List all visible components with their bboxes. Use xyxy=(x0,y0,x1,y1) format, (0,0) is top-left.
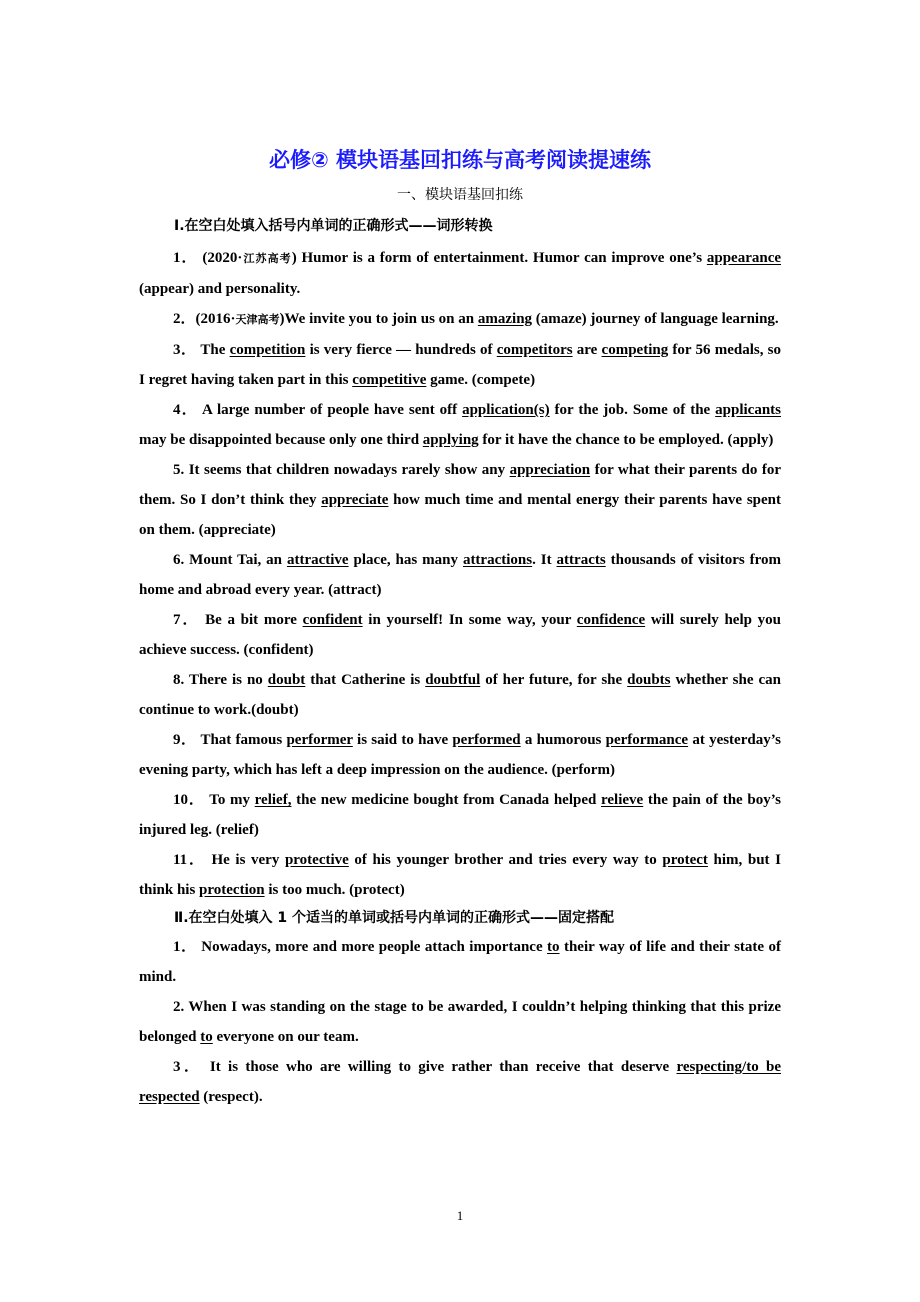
answer-blank: applying xyxy=(422,432,479,448)
item-text: 3． It is those who are willing to give rather than receive that deserve xyxy=(173,1059,677,1075)
answer-blank: performed xyxy=(452,732,521,748)
item-text: 1． (2020· xyxy=(173,250,243,266)
section-2-heading: Ⅱ.在空白处填入 1 个适当的单词或括号内单词的正确形式——固定搭配 xyxy=(174,910,615,926)
answer-blank: attracts xyxy=(556,552,606,568)
answer-blank: applicants xyxy=(715,402,781,418)
answer-blank: appreciate xyxy=(321,492,389,508)
item-text: )We invite you to join us on an xyxy=(279,311,478,327)
exercise-item xyxy=(139,605,781,665)
answer-blank: relieve xyxy=(601,792,644,808)
item-text: (respect). xyxy=(199,1089,263,1105)
item-text: 2. When I was standing on the stage to be awarded, I couldn’t helping thinking that this prize belonged xyxy=(139,999,781,1045)
item-text: will surely help you achieve success. (confident) xyxy=(139,612,781,658)
item-text: for it have the chance to be employed. (apply) xyxy=(478,432,774,448)
answer-blank: competition xyxy=(229,342,306,358)
item-text: may be disappointed because only one third xyxy=(139,432,423,448)
exercise-item xyxy=(139,845,781,905)
page-number: 1 xyxy=(456,1208,464,1223)
section-1-heading: Ⅰ.在空白处填入括号内单词的正确形式——词形转换 xyxy=(174,218,493,234)
answer-blank: doubt xyxy=(267,672,306,688)
exercise-item xyxy=(139,932,781,992)
item-text: that Catherine is xyxy=(305,672,426,688)
exercise-item xyxy=(139,304,781,335)
item-text: 4． A large number of people have sent off xyxy=(173,402,463,418)
exercise-item xyxy=(139,455,781,545)
section-2-body xyxy=(139,932,781,1112)
item-text: are xyxy=(572,342,602,358)
answer-blank: competitive xyxy=(352,372,427,388)
item-text: of his younger brother and tries every way to xyxy=(348,852,663,868)
item-text: 3． The xyxy=(173,342,230,358)
document-subtitle: 一、模块语基回扣练 xyxy=(397,187,523,203)
item-text: in yourself! In some way, your xyxy=(362,612,577,628)
answer-blank: competing xyxy=(601,342,669,358)
exercise-item xyxy=(139,992,781,1052)
answer-blank: performer xyxy=(286,732,353,748)
item-text: 11． He is very xyxy=(173,852,285,868)
item-text: whether she can continue to work.(doubt) xyxy=(139,672,781,718)
item-text: of her future, for she xyxy=(480,672,628,688)
item-text: 8. There is no xyxy=(173,672,268,688)
item-text: 9． That famous xyxy=(173,732,287,748)
answer-blank: appearance xyxy=(706,250,782,266)
exercise-item xyxy=(139,545,781,605)
item-text: their way of life and their state of mind. xyxy=(139,939,781,985)
item-text: 7． Be a bit more xyxy=(173,612,303,628)
answer-blank: attractive xyxy=(286,552,349,568)
item-text: is very fierce — hundreds of xyxy=(305,342,497,358)
item-text: for what their parents do for them. So I don’t think they xyxy=(139,462,781,508)
answer-blank: amazing xyxy=(477,311,533,327)
section-1-body xyxy=(139,243,781,905)
answer-blank: to xyxy=(200,1029,213,1045)
item-text: is too much. (protect) xyxy=(264,882,405,898)
item-text: is said to have xyxy=(352,732,453,748)
item-text: thousands of visitors from home and abroad every year. (attract) xyxy=(139,552,781,598)
source-label: 天津高考 xyxy=(235,313,280,326)
item-text: the pain of the boy’s injured leg. (relief) xyxy=(139,792,781,838)
item-text: for the job. Some of the xyxy=(549,402,716,418)
answer-blank: protect xyxy=(662,852,708,868)
exercise-item xyxy=(139,665,781,725)
item-text: (appear) and personality. xyxy=(139,281,301,297)
answer-blank: attractions xyxy=(462,552,533,568)
answer-blank: appreciation xyxy=(509,462,591,478)
item-text: for 56 medals, so I regret having taken part in this xyxy=(139,342,782,388)
answer-blank: relief, xyxy=(254,792,292,808)
item-text: everyone on our team. xyxy=(212,1029,359,1045)
exercise-item xyxy=(139,395,781,455)
exercise-item xyxy=(139,335,781,395)
answer-blank: performance xyxy=(605,732,689,748)
answer-blank: application(s) xyxy=(462,402,550,418)
answer-blank: protective xyxy=(284,852,349,868)
answer-blank: confident xyxy=(302,612,363,628)
item-text: ) Humor is a form of entertainment. Humor can improve one’s xyxy=(291,250,707,266)
answer-blank: to xyxy=(547,939,560,955)
item-text: . It xyxy=(532,552,557,568)
answer-blank: protection xyxy=(199,882,265,898)
document-title: 必修② 模块语基回扣练与高考阅读提速练 xyxy=(268,148,652,172)
item-text: game. (compete) xyxy=(426,372,536,388)
item-text: the new medicine bought from Canada helped xyxy=(291,792,602,808)
answer-blank: doubts xyxy=(627,672,671,688)
item-text: 2．(2016· xyxy=(173,311,236,327)
answer-blank: doubtful xyxy=(425,672,481,688)
item-text: place, has many xyxy=(348,552,463,568)
source-label: 江苏高考 xyxy=(242,252,292,265)
exercise-item xyxy=(139,785,781,845)
exercise-item xyxy=(139,725,781,785)
answer-blank: competitors xyxy=(496,342,573,358)
item-text: 10． To my xyxy=(173,792,255,808)
item-text: a humorous xyxy=(520,732,606,748)
answer-blank: respecting/to be respected xyxy=(139,1059,781,1105)
item-text: 6. Mount Tai, an xyxy=(173,552,287,568)
item-text: 1． Nowadays, more and more people attach importance xyxy=(173,939,548,955)
item-text: how much time and mental energy their parents have spent on them. (appreciate) xyxy=(139,492,782,538)
item-text: (amaze) journey of language learning. xyxy=(532,311,779,327)
exercise-item xyxy=(139,1052,781,1112)
item-text: him, but I think his xyxy=(139,852,781,898)
item-text: at yesterday’s evening party, which has left a deep impression on the audience. (perform) xyxy=(139,732,781,778)
exercise-item xyxy=(139,243,781,304)
answer-blank: confidence xyxy=(576,612,646,628)
item-text: 5. It seems that children nowadays rarely show any xyxy=(173,462,510,478)
